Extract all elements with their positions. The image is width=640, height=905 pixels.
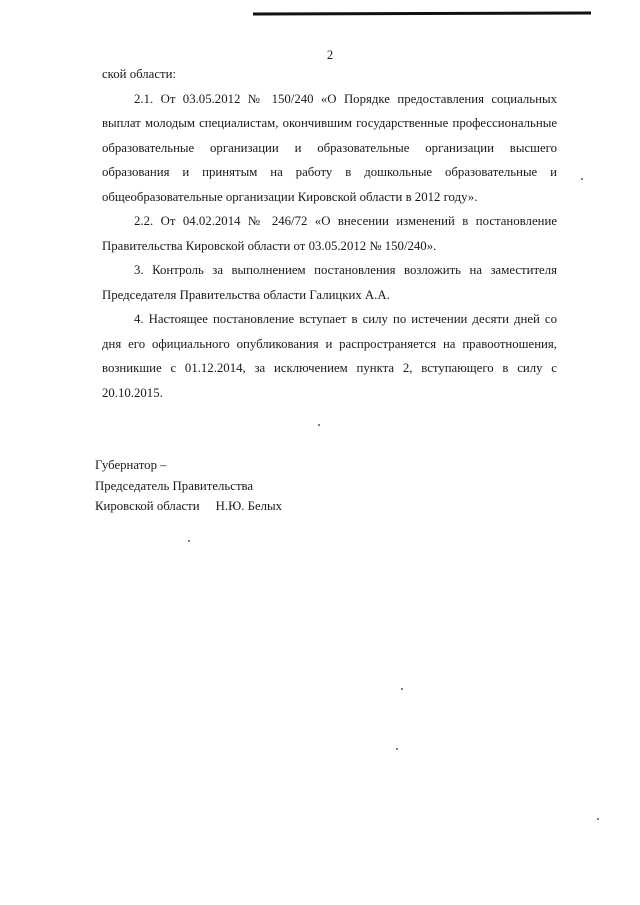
paragraph-2-2: 2.2. От 04.02.2014 № 246/72 «О внесении изменений в постановление Правительства Кировской области от 03.05.2012 № 150/240». [102, 214, 557, 253]
paragraph-2-1: 2.1. От 03.05.2012 № 150/240 «О Порядке предоставления социальных выплат молодым специалистам, окончившим государственные профессиональные образовательные организации и образовательные организации высшего образования и принятым на работу в дошкольные образовательные и общеобразовательные организации Кировской области в 2012 году». [102, 91, 557, 204]
paragraph-continuation: ской области: [102, 67, 177, 81]
scan-speck [318, 424, 320, 426]
document-body [102, 62, 557, 405]
signature-block [95, 455, 282, 517]
page-number: 2 [326, 48, 334, 62]
scan-edge-line [253, 12, 591, 16]
scan-speck [597, 818, 599, 820]
scan-speck [188, 540, 190, 542]
signature-title-line-1: Губернатор – [95, 458, 167, 472]
scan-speck [396, 748, 398, 750]
signatory-name: Н.Ю. Белых [215, 499, 283, 513]
paragraph-4: 4. Настоящее постановление вступает в силу по истечении десяти дней со дня его официального опубликования и распространяется на правоотношения, возникшие с 01.12.2014, за исключением пункта 2, вступающего в силу с 20.10.2015. [102, 312, 557, 400]
scan-speck [581, 178, 583, 180]
signature-title-line-2: Председатель Правительства [95, 478, 254, 493]
signature-region: Кировской области [95, 499, 200, 513]
signature-title-line-3 [95, 496, 282, 517]
scan-speck [401, 688, 403, 690]
paragraph-3: 3. Контроль за выполнением постановления возложить на заместителя Председателя Правительства области Галицких А.А. [102, 263, 557, 302]
